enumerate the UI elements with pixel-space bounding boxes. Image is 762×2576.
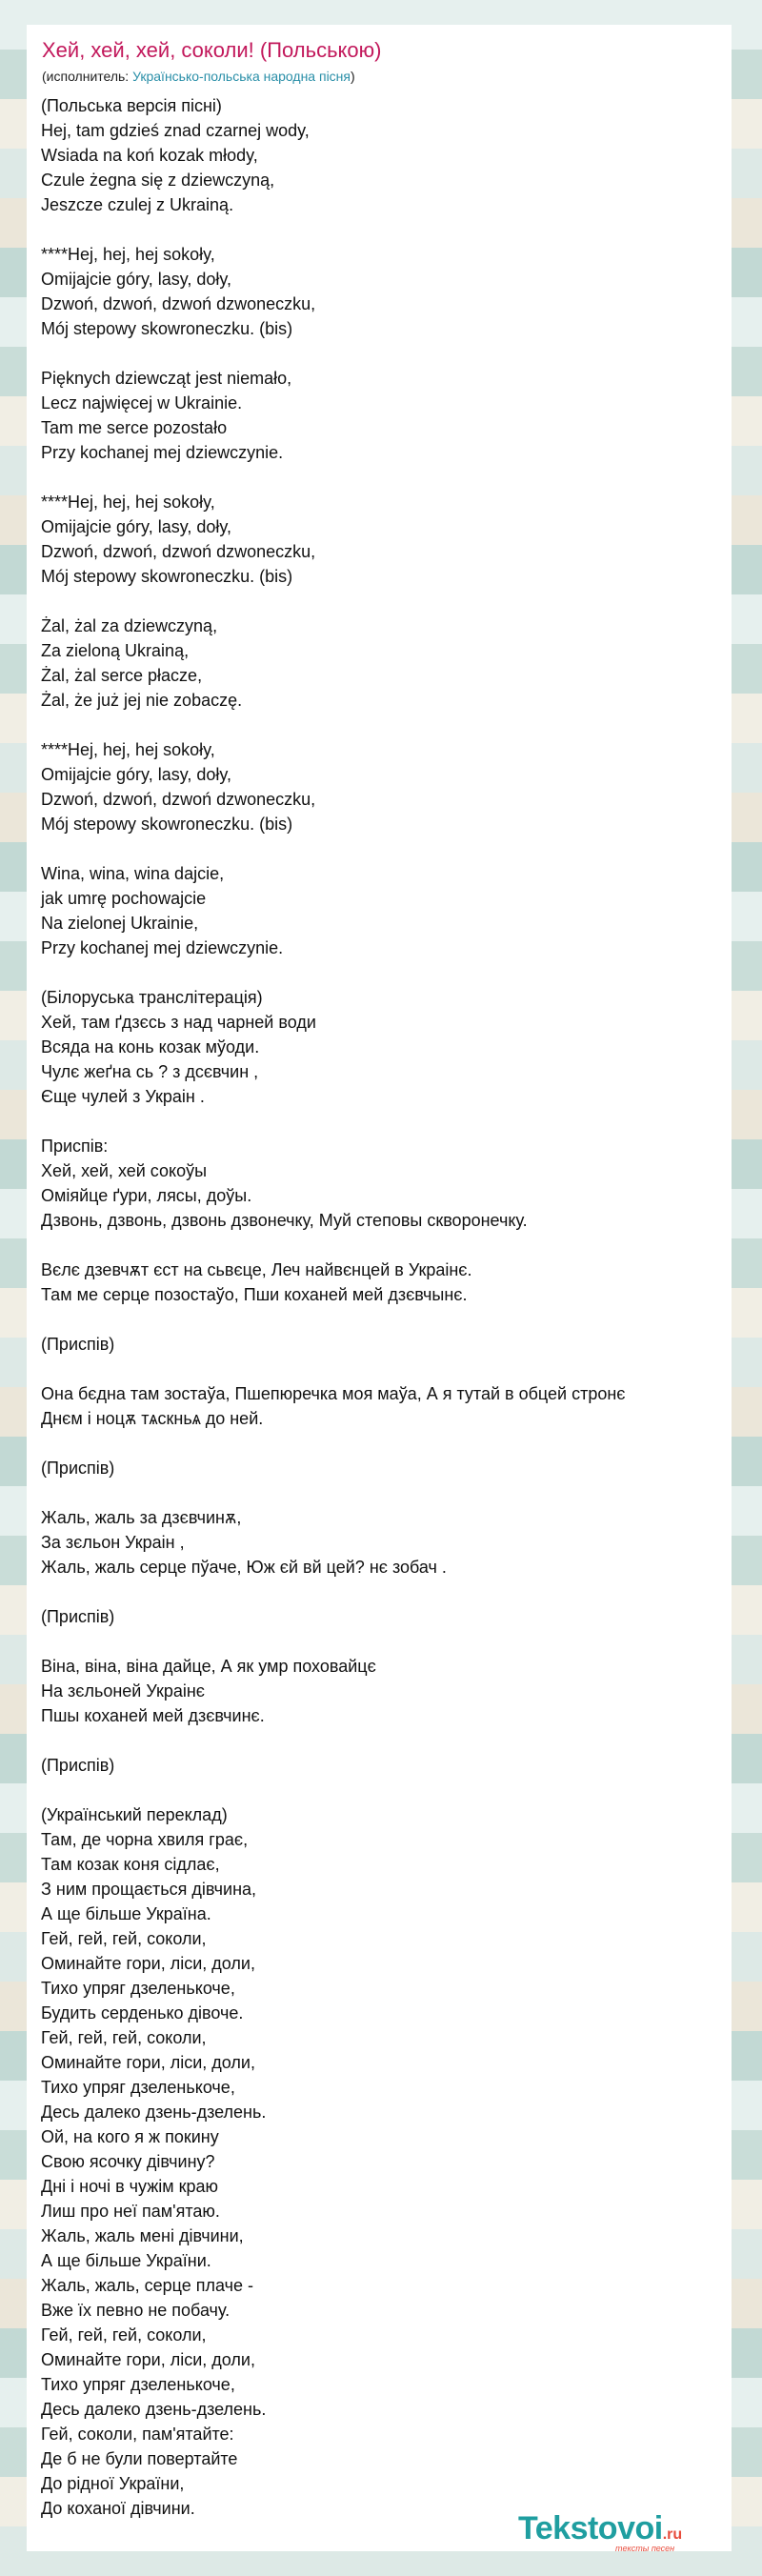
- lyric-line: Лиш про неї пам'ятаю.: [41, 2202, 220, 2221]
- lyric-line: Де б не були повертайте: [41, 2449, 238, 2468]
- stanza-break: [41, 1480, 722, 1505]
- lyric-line: (Польська версія пісні): [41, 96, 222, 115]
- lyric-line: Жаль, жаль серце пўаче, Юж єй вй цей? нє зобач .: [41, 1558, 447, 1577]
- lyric-line: Omijajcie góry, lasy, doły,: [41, 270, 232, 289]
- lyric-line: Приспів:: [41, 1137, 109, 1156]
- lyric-line: Ой, на кого я ж покину: [41, 2127, 219, 2146]
- lyric-line: Гей, соколи, пам'ятайте:: [41, 2425, 234, 2444]
- stanza-break: [41, 1728, 722, 1753]
- lyric-line: ****Hej, hej, hej sokoły,: [41, 740, 215, 759]
- lyric-line: Всяда на конь козак мўоди.: [41, 1037, 260, 1057]
- lyric-line: Гей, гей, гей, соколи,: [41, 2028, 207, 2047]
- lyric-line: Jeszcze czulej z Ukrainą.: [41, 195, 234, 214]
- lyric-line: Хей, хей, хей сокоўы: [41, 1161, 208, 1180]
- stanza-break: [41, 1629, 722, 1654]
- lyric-line: Czule żegna się z dziewczyną,: [41, 171, 275, 190]
- performer-line: [42, 69, 355, 84]
- stanza-break: [41, 960, 722, 985]
- lyric-line: Там, де чорна хвиля грає,: [41, 1830, 249, 1849]
- performer-link[interactable]: Українсько-польська народна пісня: [132, 69, 351, 84]
- lyric-line: Тихо упряг дзеленькоче,: [41, 2375, 235, 2394]
- lyric-line: За зєльон Украін ,: [41, 1533, 185, 1552]
- lyric-line: Przy kochanej mej dziewczynie.: [41, 443, 284, 462]
- lyric-line: Mój stepowy skowroneczku. (bis): [41, 319, 293, 338]
- lyric-line: (Приспів): [41, 1607, 115, 1626]
- lyric-line: Tam me serce pozostało: [41, 418, 228, 437]
- lyric-line: Тихо упряг дзеленькоче,: [41, 2078, 235, 2097]
- logo-tld: .ru: [662, 2526, 683, 2543]
- lyric-line: Днєм і ноцѫ тѧскньѧ до ней.: [41, 1409, 264, 1428]
- lyric-line: Mój stepowy skowroneczku. (bis): [41, 567, 293, 586]
- stanza-break: [41, 1431, 722, 1456]
- lyric-line: Оминайте гори, ліси, доли,: [41, 1954, 255, 1973]
- lyric-line: Za zieloną Ukrainą,: [41, 641, 190, 660]
- lyric-line: Тихо упряг дзеленькоче,: [41, 1979, 235, 1998]
- site-logo[interactable]: [518, 2510, 683, 2553]
- lyric-line: Omijajcie góry, lasy, doły,: [41, 517, 232, 536]
- stanza-break: [41, 1109, 722, 1134]
- lyric-line: Hej, tam gdzieś znad czarnej wody,: [41, 121, 310, 140]
- lyric-line: Dzwoń, dzwoń, dzwoń dzwoneczku,: [41, 542, 316, 561]
- lyric-line: Єще чулей з Украін .: [41, 1087, 205, 1106]
- lyric-line: А ще більше України.: [41, 2251, 211, 2270]
- lyric-line: Przy kochanej mej dziewczynie.: [41, 938, 284, 957]
- lyric-line: Жаль, жаль за дзєвчинѫ,: [41, 1508, 242, 1527]
- lyric-line: Wsiada na koń kozak młody,: [41, 146, 258, 165]
- lyric-line: ****Hej, hej, hej sokoły,: [41, 245, 215, 264]
- lyric-line: (Приспів): [41, 1756, 115, 1775]
- lyric-line: Віна, віна, віна дайце, А як умр поховайцє: [41, 1657, 376, 1676]
- lyric-line: Хей, там ґдзєсь з над чарней води: [41, 1013, 316, 1032]
- stanza-break: [41, 1233, 722, 1258]
- performer-close: ): [351, 69, 355, 84]
- lyric-line: Żal, że już jej nie zobaczę.: [41, 691, 243, 710]
- stanza-break: [41, 713, 722, 737]
- lyric-line: Жаль, жаль, серце плаче -: [41, 2276, 254, 2295]
- lyric-line: Вєлє дзевчѫт єст на сьвєце, Леч найвєнцей в Украінє.: [41, 1260, 472, 1279]
- lyric-line: З ним прощається дівчина,: [41, 1880, 257, 1899]
- logo-tagline: тексты песен: [615, 2544, 675, 2553]
- lyric-line: jak umrę pochowajcie: [41, 889, 207, 908]
- lyric-line: А ще більше Україна.: [41, 1904, 211, 1923]
- lyric-line: Lecz najwięcej w Ukrainie.: [41, 393, 243, 413]
- lyric-line: Там ме серце позостаўо, Пши коханей мей дзєвчынє.: [41, 1285, 468, 1304]
- stanza-break: [41, 1357, 722, 1381]
- lyric-line: Дні і ночі в чужім краю: [41, 2177, 219, 2196]
- lyric-line: На зєльоней Украінє: [41, 1681, 205, 1701]
- lyric-line: Пшы коханей мей дзєвчинє.: [41, 1706, 265, 1725]
- lyric-line: Na zielonej Ukrainie,: [41, 914, 199, 933]
- stanza-break: [41, 1778, 722, 1802]
- lyric-line: Оминайте гори, ліси, доли,: [41, 2053, 255, 2072]
- song-title: Хей, хей, хей, соколи! (Польською): [42, 38, 382, 62]
- stanza-break: [41, 836, 722, 861]
- lyric-line: Будить серденько дівоче.: [41, 2003, 244, 2023]
- lyric-line: Дзвонь, дзвонь, дзвонь дзвонечку, Муй степовы скворонечку.: [41, 1211, 528, 1230]
- lyric-line: Dzwoń, dzwoń, dzwoń dzwoneczku,: [41, 790, 316, 809]
- lyric-line: Вже їх певно не побачу.: [41, 2301, 231, 2320]
- lyric-line: Жаль, жаль мені дівчини,: [41, 2226, 244, 2245]
- lyric-line: (Приспів): [41, 1335, 115, 1354]
- lyric-line: Dzwoń, dzwoń, dzwoń dzwoneczku,: [41, 294, 316, 313]
- lyric-line: Wina, wina, wina dajcie,: [41, 864, 225, 883]
- lyric-line: ****Hej, hej, hej sokoły,: [41, 493, 215, 512]
- lyric-line: Десь далеко дзень-дзелень.: [41, 2103, 267, 2122]
- stanza-break: [41, 217, 722, 242]
- lyric-line: (Білоруська транслітерація): [41, 988, 263, 1007]
- lyric-line: Чулє жеґна сь ? з дсєвчин ,: [41, 1062, 259, 1081]
- lyric-line: Mój stepowy skowroneczku. (bis): [41, 815, 293, 834]
- lyric-line: Свою ясочку дівчину?: [41, 2152, 215, 2171]
- stanza-break: [41, 589, 722, 614]
- lyric-line: Omijajcie góry, lasy, doły,: [41, 765, 232, 784]
- lyric-line: До рідної України,: [41, 2474, 185, 2493]
- lyric-line: (Український переклад): [41, 1805, 228, 1824]
- stanza-break: [41, 1307, 722, 1332]
- logo-name: Tekstovoi: [518, 2510, 663, 2546]
- lyric-line: Там козак коня сідлає,: [41, 1855, 220, 1874]
- lyric-line: Гей, гей, гей, соколи,: [41, 2325, 207, 2345]
- lyrics-card: [27, 25, 732, 2551]
- stanza-break: [41, 341, 722, 366]
- lyric-line: Żal, żal serce płacze,: [41, 666, 203, 685]
- lyric-line: (Приспів): [41, 1459, 115, 1478]
- lyric-line: Оміяйце ґури, лясы, доўы.: [41, 1186, 252, 1205]
- stanza-break: [41, 1580, 722, 1604]
- lyric-line: Оминайте гори, ліси, доли,: [41, 2350, 255, 2369]
- lyrics-text: [41, 93, 722, 2521]
- lyric-line: Pięknych dziewcząt jest niemało,: [41, 369, 292, 388]
- stanza-break: [41, 465, 722, 490]
- lyric-line: Гей, гей, гей, соколи,: [41, 1929, 207, 1948]
- lyric-line: Żal, żal za dziewczyną,: [41, 616, 218, 635]
- lyric-line: Она бєдна там зостаўа, Пшепюречка моя маўа, А я тутай в обцей стронє: [41, 1384, 626, 1403]
- performer-label: (исполнитель:: [42, 69, 133, 84]
- lyric-line: Десь далеко дзень-дзелень.: [41, 2400, 267, 2419]
- lyric-line: До коханої дівчини.: [41, 2499, 195, 2518]
